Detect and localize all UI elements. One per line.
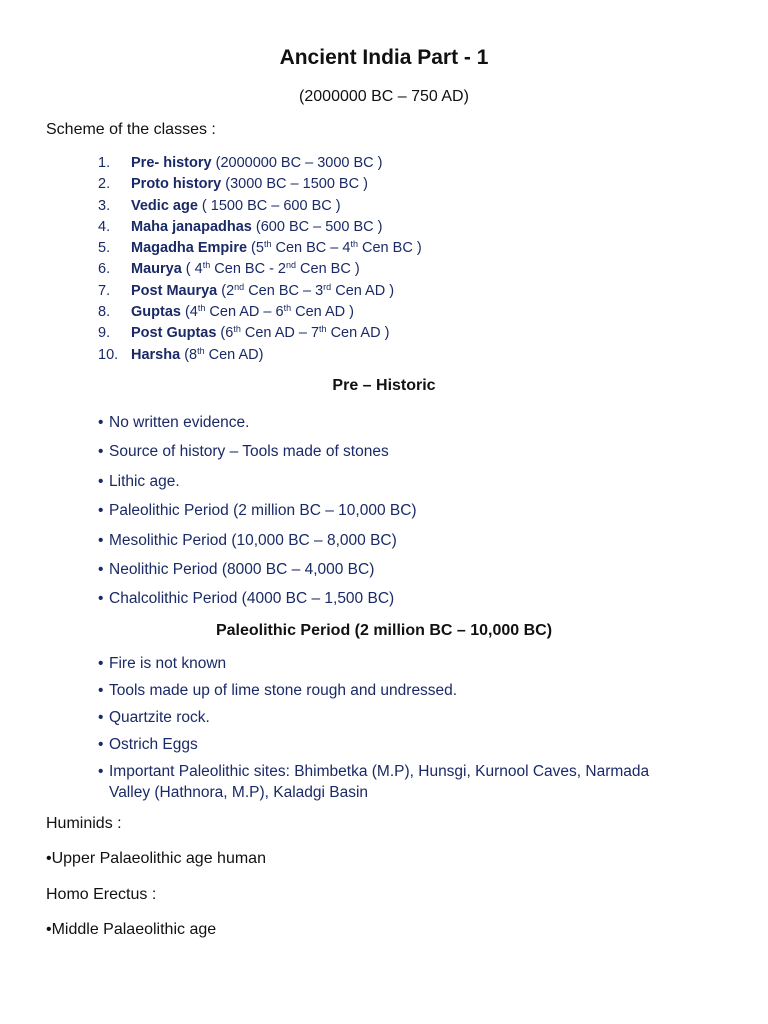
list-item: 6. Maurya ( 4th Cen BC - 2nd Cen BC ) [98, 260, 360, 278]
list-item: • Mesolithic Period (10,000 BC – 8,000 BC) [98, 531, 397, 549]
prehistoric-bullet-list [98, 408, 417, 614]
list-item: 7. Post Maurya (2nd Cen BC – 3rd Cen AD ) [98, 281, 395, 299]
list-item: • Ostrich Eggs [98, 736, 198, 753]
list-item: • Chalcolithic Period (4000 BC – 1,500 BC) [98, 590, 395, 608]
paleolithic-bullet-list [98, 650, 679, 803]
list-item: 4. Maha janapadhas (600 BC – 500 BC ) [98, 218, 383, 235]
list-item: • No written evidence. [98, 414, 250, 431]
list-item: • Quartzite rock. [98, 709, 210, 726]
page-title: Ancient India Part - 1 [279, 46, 489, 69]
list-item: 9. Post Guptas (6th Cen AD – 7th Cen AD ) [98, 324, 390, 342]
list-item: 8. Guptas (4th Cen AD – 6th Cen AD ) [98, 303, 354, 321]
list-item: 2. Proto history (3000 BC – 1500 BC ) [98, 176, 368, 193]
homo-erectus-item: •Middle Palaeolithic age [46, 921, 217, 938]
list-item: • Important Paleolithic sites: Bhimbetka (M.P), Hunsgi, Kurnool Caves, Narmada Valley (Hathnora, M.P), Kaladgi Basin [98, 763, 650, 801]
list-item: • Source of history – Tools made of stones [98, 443, 389, 461]
list-item: 1. Pre- history (2000000 BC – 3000 BC ) [98, 155, 383, 171]
list-item: • Lithic age. [98, 472, 180, 490]
list-item: • Fire is not known [98, 655, 227, 672]
list-item: • Tools made up of lime stone rough and undressed. [98, 682, 458, 699]
huminids-item: •Upper Palaeolithic age human [46, 850, 266, 867]
scheme-label: Scheme of the classes : [46, 121, 216, 138]
list-item: • Paleolithic Period (2 million BC – 10,000 BC) [98, 502, 417, 520]
homo-erectus-label: Homo Erectus : [46, 886, 157, 903]
huminids-label: Huminids : [46, 815, 122, 832]
prehistoric-heading: Pre – Historic [332, 377, 436, 394]
list-item: 3. Vedic age ( 1500 BC – 600 BC ) [98, 197, 341, 214]
date-range-subtitle: (2000000 BC – 750 AD) [299, 88, 469, 105]
list-item: 10. Harsha (8th Cen AD) [98, 345, 264, 363]
list-item: • Neolithic Period (8000 BC – 4,000 BC) [98, 560, 375, 578]
paleolithic-heading: Paleolithic Period (2 million BC – 10,000 BC) [215, 622, 553, 639]
class-scheme-list [98, 153, 422, 366]
list-item: 5. Magadha Empire (5th Cen BC – 4th Cen BC ) [98, 239, 422, 257]
